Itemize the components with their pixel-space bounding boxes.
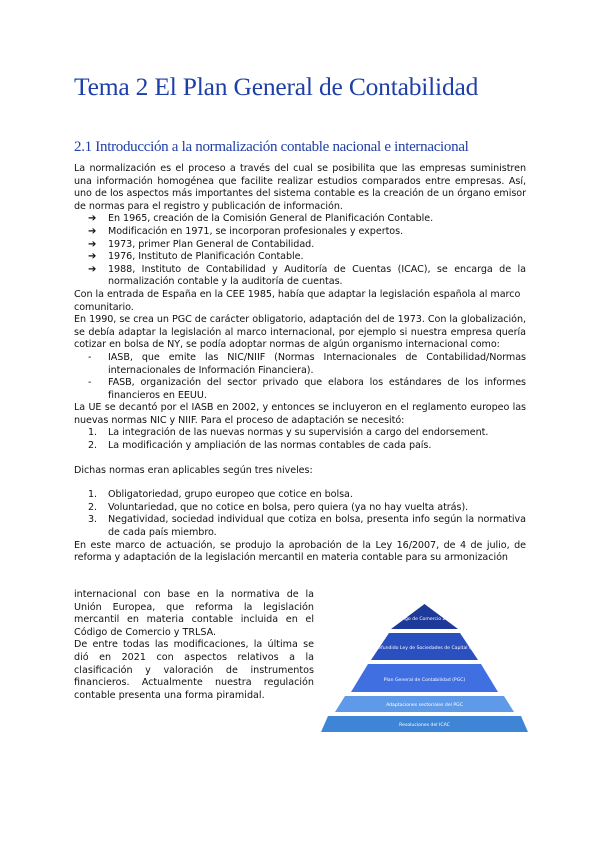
arrow-icon: ➔ bbox=[88, 251, 97, 263]
list-item: ➔ 1973, primer Plan General de Contabilidad. bbox=[88, 238, 315, 250]
levels-intro: Dichas normas eran aplicables según tres niveles: bbox=[74, 464, 313, 476]
section-heading: 2.1 Introducción a la normalización contable nacional e internacional bbox=[74, 139, 469, 155]
list-item: ➔ En 1965, creación de la Comisión General de Planificación Contable. bbox=[88, 213, 434, 225]
pyramid-label-5: Resoluciones del ICAC bbox=[399, 723, 450, 728]
list-item: - IASB, que emite las NIC/NIIF (Normas Internacionales de Contabilidad/Normas internacionales de Información Financiera). bbox=[88, 351, 526, 376]
final-paragraph: De entre todas las modificaciones, la última se dió en 2021 con aspectos relativos a la clasificación y valoración de instrumentos financieros. Actualmente nuestra regulación contable presenta una forma piramidal. bbox=[74, 639, 314, 701]
pyramid-diagram bbox=[321, 604, 528, 732]
list-item: - FASB, organización del sector privado que elabora los estándares de los informes financieros en EEUU. bbox=[88, 377, 526, 401]
ley-paragraph: En este marco de actuación, se produjo la aprobación de la Ley 16/2007, de 4 de julio, de reforma y adaptación de la legislación mercantil en materia contable para su armonización bbox=[74, 539, 526, 564]
organisms-list bbox=[74, 352, 526, 402]
list-item: ➔ 1976, Instituto de Planificación Contable. bbox=[88, 251, 304, 263]
intro-paragraph: La normalización es el proceso a través del cual se posibilita que las empresas suministren una información homogénea que facilite realizar estudios comparados entre empresas. Así, uno de los aspectos más importantes del sistema contable es la creación de un órgano emisor de normas para el registro y publicación de información. bbox=[74, 163, 526, 212]
list-item: 1. Obligatoriedad, grupo europeo que cotice en bolsa. bbox=[88, 489, 353, 501]
list-item: 2. Voluntariedad, que no cotice en bolsa, pero quiera (ya no hay vuelta atrás). bbox=[88, 501, 469, 513]
ue-paragraph: La UE se decantó por el IASB en 2002, y entonces se incluyeron en el reglamento europeo las nuevas normas NIC y NIIF. Para el proceso de adaptación se necesitó: bbox=[74, 402, 526, 426]
pyramid-label-4: Adaptaciones sectoriales del PGC bbox=[386, 703, 463, 708]
pyramid-label-2: Texto Refundido Ley de Sociedades de Capital (TRLSC) bbox=[361, 646, 488, 651]
arrow-icon: ➔ bbox=[88, 225, 97, 237]
wrapped-text-column bbox=[74, 589, 314, 702]
arrow-icon: ➔ bbox=[88, 263, 97, 275]
regulation-pyramid bbox=[321, 604, 528, 732]
list-item: 3. Negatividad, sociedad individual que cotiza en bolsa, presenta info según la normativa de cada país miembro. bbox=[88, 514, 526, 539]
document-body bbox=[74, 163, 526, 565]
levels-list bbox=[74, 489, 526, 539]
page-title: Tema 2 El Plan General de Contabilidad bbox=[74, 72, 479, 101]
list-item: ➔ 1988, Instituto de Contabilidad y Auditoría de Cuentas (ICAC), se encarga de la normalización contable y la auditoría de cuentas. bbox=[88, 263, 526, 288]
pyramid-label-1: Código de Comercio 2021 bbox=[394, 617, 455, 622]
list-item: 2. La modificación y ampliación de las normas contables de cada país. bbox=[88, 440, 432, 452]
list-item: ➔ Modificación en 1971, se incorporan profesionales y expertos. bbox=[88, 225, 404, 237]
arrow-icon: ➔ bbox=[88, 213, 97, 225]
ley-continuation: internacional con base en la normativa de la Unión Europea, que reforma la legislación mercantil en materia contable incluida en el Código de Comercio y TRLSA. bbox=[74, 589, 314, 638]
dash-icon: - bbox=[88, 351, 92, 363]
dash-icon: - bbox=[88, 377, 92, 389]
cee-paragraph: Con la entrada de España en la CEE 1985, había que adaptar la legislación española al marco comunitario. bbox=[74, 288, 521, 313]
list-item: 1. La integración de las nuevas normas y su supervisión a cargo del endorsement. bbox=[88, 427, 489, 439]
adaptation-list bbox=[74, 427, 526, 452]
pyramid-label-3: Plan General de Contabilidad (PGC) bbox=[383, 678, 466, 683]
timeline-list bbox=[74, 213, 526, 289]
pgc-1990-paragraph: En 1990, se crea un PGC de carácter obligatorio, adaptación del de 1973. Con la globalización, se debía adaptar la legislación al marco internacional, por ejemplo si nuestra empresa quería cotizar en bolsa de NY, se podía adoptar normas de algún organismo internacional como: bbox=[74, 314, 526, 351]
arrow-icon: ➔ bbox=[88, 238, 97, 250]
